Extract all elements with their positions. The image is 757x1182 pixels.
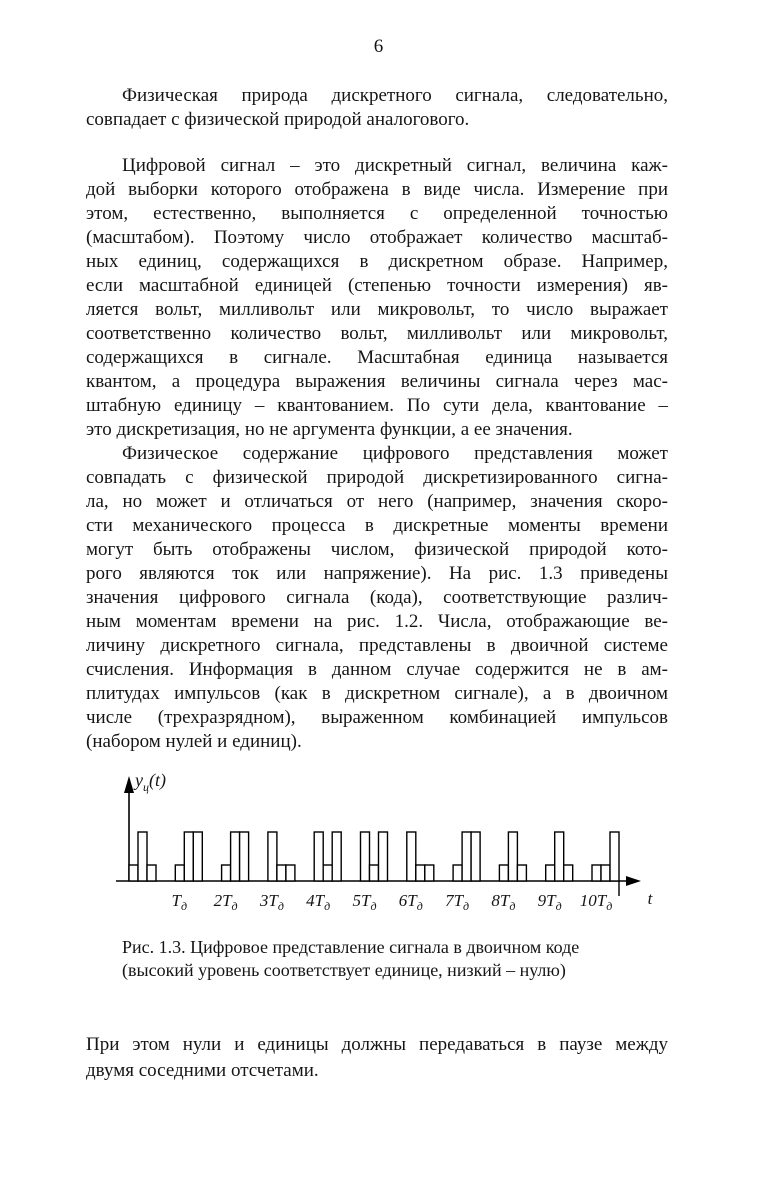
pulse-bit-1: [268, 832, 277, 881]
pulse-bit-1: [240, 832, 249, 881]
paragraph-digital-signal-definition: [86, 154, 668, 442]
text-line: Цифровой сигнал – это дискретный сигнал, величина каж-: [122, 155, 668, 176]
paragraph-closing: [86, 1032, 668, 1084]
paragraph-physical-content: [86, 442, 668, 754]
pulse-bit-1: [508, 832, 517, 881]
x-tick-label: $7Т_д$: [445, 891, 470, 913]
x-tick-label: $10Т_д$: [579, 891, 613, 913]
text-line: если масштабной единицей (степенью точности измерения) яв-: [86, 275, 668, 296]
pulse-bit-0: [601, 865, 610, 881]
text-line: плитудах импульсов (как в дискретном сигнале), а в двоичном: [86, 683, 668, 704]
text-line: рого являются ток или напряжение). На рис. 1.3 приведены: [86, 563, 668, 584]
pulse-bit-1: [610, 832, 619, 881]
pulse-bit-1: [462, 832, 471, 881]
page-number: 6: [373, 36, 384, 57]
x-axis-label: t: [647, 889, 653, 908]
text-line: личину дискретного сигнала, представлены в двоичной системе: [86, 635, 668, 656]
text-line: ных единиц, содержащихся в дискретном образе. Например,: [86, 251, 668, 272]
pulse-bit-1: [407, 832, 416, 881]
pulse-bit-0: [453, 865, 462, 881]
pulse-bit-0: [222, 865, 231, 881]
text-column: [86, 84, 668, 1084]
pulse-bit-0: [546, 865, 555, 881]
paragraph-physical-nature: [86, 84, 668, 132]
text-line: счисления. Информация в данном случае содержится не в ам-: [86, 659, 668, 680]
text-line: Физическая природа дискретного сигнала, следовательно,: [122, 85, 668, 106]
figure-1-3: [98, 766, 668, 926]
text-line: (набором нулей и единиц).: [86, 731, 302, 752]
pulse-bit-1: [379, 832, 388, 881]
text-line: совпадать с физической природой дискретизированного сигна-: [86, 467, 668, 488]
text-line: двумя соседними отсчетами.: [86, 1060, 319, 1081]
x-tick-label: $2Т_д$: [213, 891, 238, 913]
pulse-bit-0: [286, 865, 295, 881]
pulse-bit-0: [592, 865, 601, 881]
text-line: При этом нули и единицы должны передаваться в паузе между: [86, 1034, 668, 1055]
pulse-bit-1: [231, 832, 240, 881]
pulse-bit-0: [517, 865, 526, 881]
pulse-bit-1: [193, 832, 202, 881]
pulse-bit-0: [129, 865, 138, 881]
pulse-bit-1: [332, 832, 341, 881]
text-line: это дискретизация, но не аргумента функции, а ее значения.: [86, 419, 573, 440]
text-line: ляется вольт, милливольт или микровольт, то число выражает: [86, 299, 668, 320]
x-tick-label: $9Т_д$: [537, 891, 562, 913]
text-line: этом, естественно, выполняется с определенной точностью: [86, 203, 668, 224]
figure-caption-line2: (высокий уровень соответствует единице, низкий – нулю): [122, 960, 566, 980]
y-axis-label: $y_ц(t)$: [135, 770, 166, 794]
pulse-diagram: [98, 766, 680, 926]
x-tick-label: $6Т_д$: [398, 891, 423, 913]
x-tick-label: $3Т_д$: [259, 891, 284, 913]
pulse-bit-0: [370, 865, 379, 881]
text-line: соответственно количество вольт, милливольт или микровольт,: [86, 323, 668, 344]
x-tick-label: $Т_д$: [171, 891, 188, 913]
pulse-bit-1: [184, 832, 193, 881]
y-axis-arrow: [124, 776, 134, 793]
text-line: совпадает с физической природой аналогового.: [86, 109, 470, 130]
pulse-bit-0: [499, 865, 508, 881]
pulse-bit-1: [138, 832, 147, 881]
pulse-bit-1: [555, 832, 564, 881]
pulse-bit-0: [323, 865, 332, 881]
text-line: сти механического процесса в дискретные моменты времени: [86, 515, 668, 536]
text-line: числе (трехразрядном), выраженном комбинацией импульсов: [86, 707, 668, 728]
figure-caption: [122, 936, 668, 982]
x-tick-label: $8Т_д$: [491, 891, 516, 913]
text-line: могут быть отображены числом, физической природой кото-: [86, 539, 668, 560]
pulse-bit-0: [425, 865, 434, 881]
pulse-bit-0: [175, 865, 184, 881]
pulse-bit-0: [277, 865, 286, 881]
pulse-bit-0: [564, 865, 573, 881]
pulse-bit-0: [416, 865, 425, 881]
text-line: значения цифрового сигнала (кода), соответствующие различ-: [86, 587, 668, 608]
x-tick-label: $5Т_д$: [352, 891, 377, 913]
pulse-bit-1: [471, 832, 480, 881]
x-axis-arrow: [626, 876, 641, 886]
text-line: (масштабом). Поэтому число отображает количество масштаб-: [86, 227, 668, 248]
pulse-bit-1: [314, 832, 323, 881]
text-line: квантом, а процедура выражения величины сигнала через мас-: [86, 371, 668, 392]
text-line: содержащихся в сигнале. Масштабная единица называется: [86, 347, 668, 368]
x-tick-label: $4Т_д$: [306, 891, 331, 913]
figure-caption-line1: Рис. 1.3. Цифровое представление сигнала в двоичном коде: [122, 937, 580, 957]
text-line: Физическое содержание цифрового представления может: [122, 443, 668, 464]
text-line: ла, но может и отличаться от него (например, значения скоро-: [86, 491, 668, 512]
pulse-bit-0: [147, 865, 156, 881]
text-line: дой выборки которого отображена в виде числа. Измерение при: [86, 179, 668, 200]
pulse-bit-1: [361, 832, 370, 881]
text-line: штабную единицу – квантованием. По сути дела, квантование –: [86, 395, 668, 416]
text-line: ным моментам времени на рис. 1.2. Числа, отображающие ве-: [86, 611, 668, 632]
